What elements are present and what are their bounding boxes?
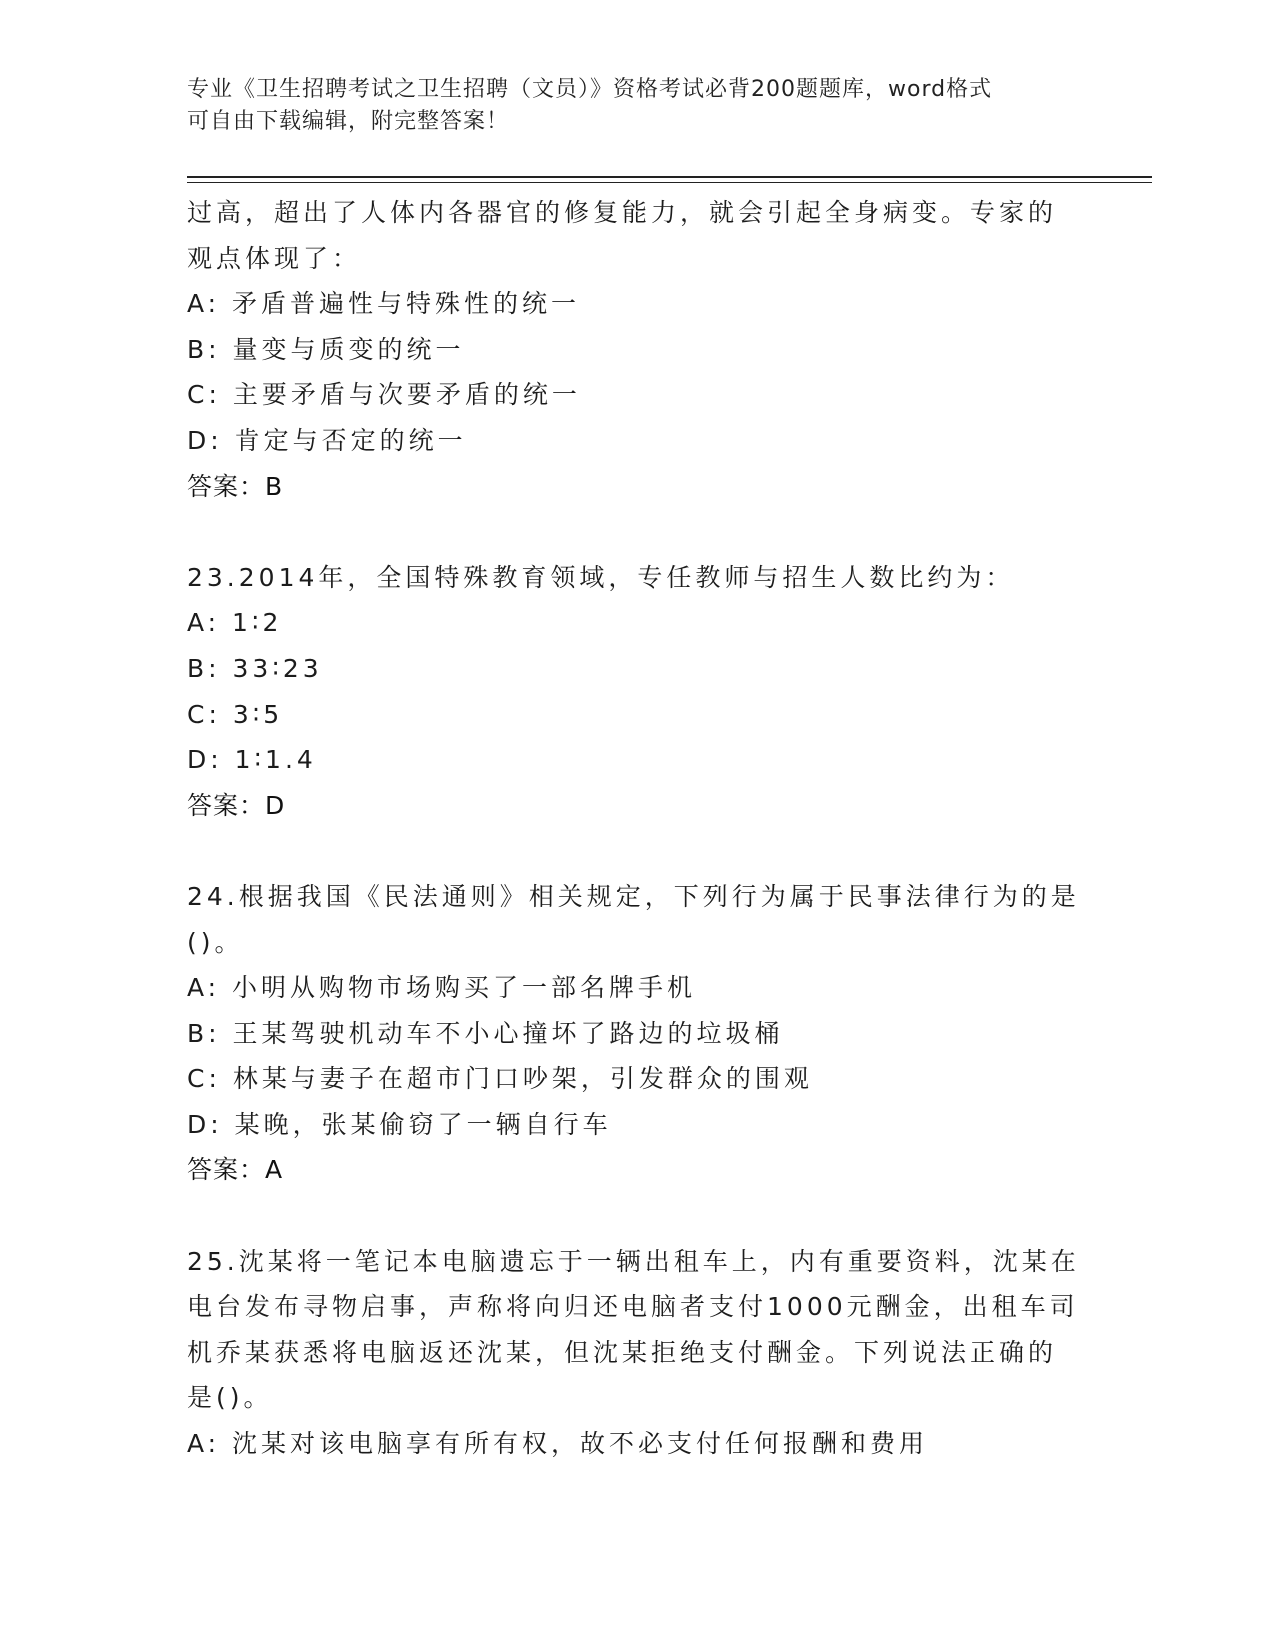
option-c: C: 林某与妻子在超市门口吵架，引发群众的围观	[187, 1064, 813, 1094]
spacer	[187, 509, 1087, 555]
option-a: A: 1∶2	[187, 608, 283, 638]
option-b: B: 王某驾驶机动车不小心撞坏了路边的垃圾桶	[187, 1018, 784, 1048]
option-d: D: 1∶1.4	[187, 745, 317, 775]
question-list	[187, 190, 1087, 1467]
option-a: A: 矛盾普遍性与特殊性的统一	[187, 289, 581, 319]
question-stem-line: 23.2014年，全国特殊教育领域，专任教师与招生人数比约为：	[187, 562, 1015, 592]
option-b: B: 33∶23	[187, 653, 323, 683]
question-stem-line: 24.根据我国《民法通则》相关规定，下列行为属于民事法律行为的是	[187, 881, 1080, 911]
header-divider-thick	[187, 176, 1152, 178]
option-a: A: 小明从购物市场购买了一部名牌手机	[187, 973, 697, 1003]
spacer	[187, 828, 1087, 874]
option-c: C: 3∶5	[187, 699, 284, 729]
option-b: B: 量变与质变的统一	[187, 334, 465, 364]
answer-line: 答案：A	[187, 1155, 284, 1185]
question-stem-line: 是()。	[187, 1383, 273, 1413]
question-stem-line: ()。	[187, 927, 244, 957]
question-22	[187, 190, 1087, 509]
header-line-1: 专业《卫生招聘考试之卫生招聘（文员）》资格考试必背200题题库，word格式	[187, 77, 993, 102]
question-stem-line: 观点体现了：	[187, 243, 362, 273]
spacer	[187, 1193, 1087, 1239]
option-d: D: 肯定与否定的统一	[187, 425, 467, 455]
question-stem-line: 机乔某获悉将电脑返还沈某，但沈某拒绝支付酬金。下列说法正确的	[187, 1337, 1058, 1367]
question-24	[187, 874, 1087, 1193]
header-divider-thin	[187, 182, 1152, 183]
header-line-2: 可自由下载编辑，附完整答案！	[187, 109, 510, 134]
answer-line: 答案：D	[187, 790, 286, 820]
answer-line: 答案：B	[187, 471, 284, 501]
option-c: C: 主要矛盾与次要矛盾的统一	[187, 380, 581, 410]
question-stem-line: 25.沈某将一笔记本电脑遗忘于一辆出租车上，内有重要资料，沈某在	[187, 1246, 1080, 1276]
question-stem-line: 过高，超出了人体内各器官的修复能力，就会引起全身病变。专家的	[187, 198, 1058, 227]
question-23	[187, 555, 1087, 829]
option-d: D: 某晚，张某偷窃了一辆自行车	[187, 1109, 612, 1139]
option-a: A: 沈某对该电脑享有所有权，故不必支付任何报酬和费用	[187, 1429, 929, 1459]
document-header	[187, 74, 1067, 138]
question-stem-line: 电台发布寻物启事，声称将向归还电脑者支付1000元酬金，出租车司	[187, 1292, 1079, 1322]
question-25	[187, 1239, 1087, 1467]
